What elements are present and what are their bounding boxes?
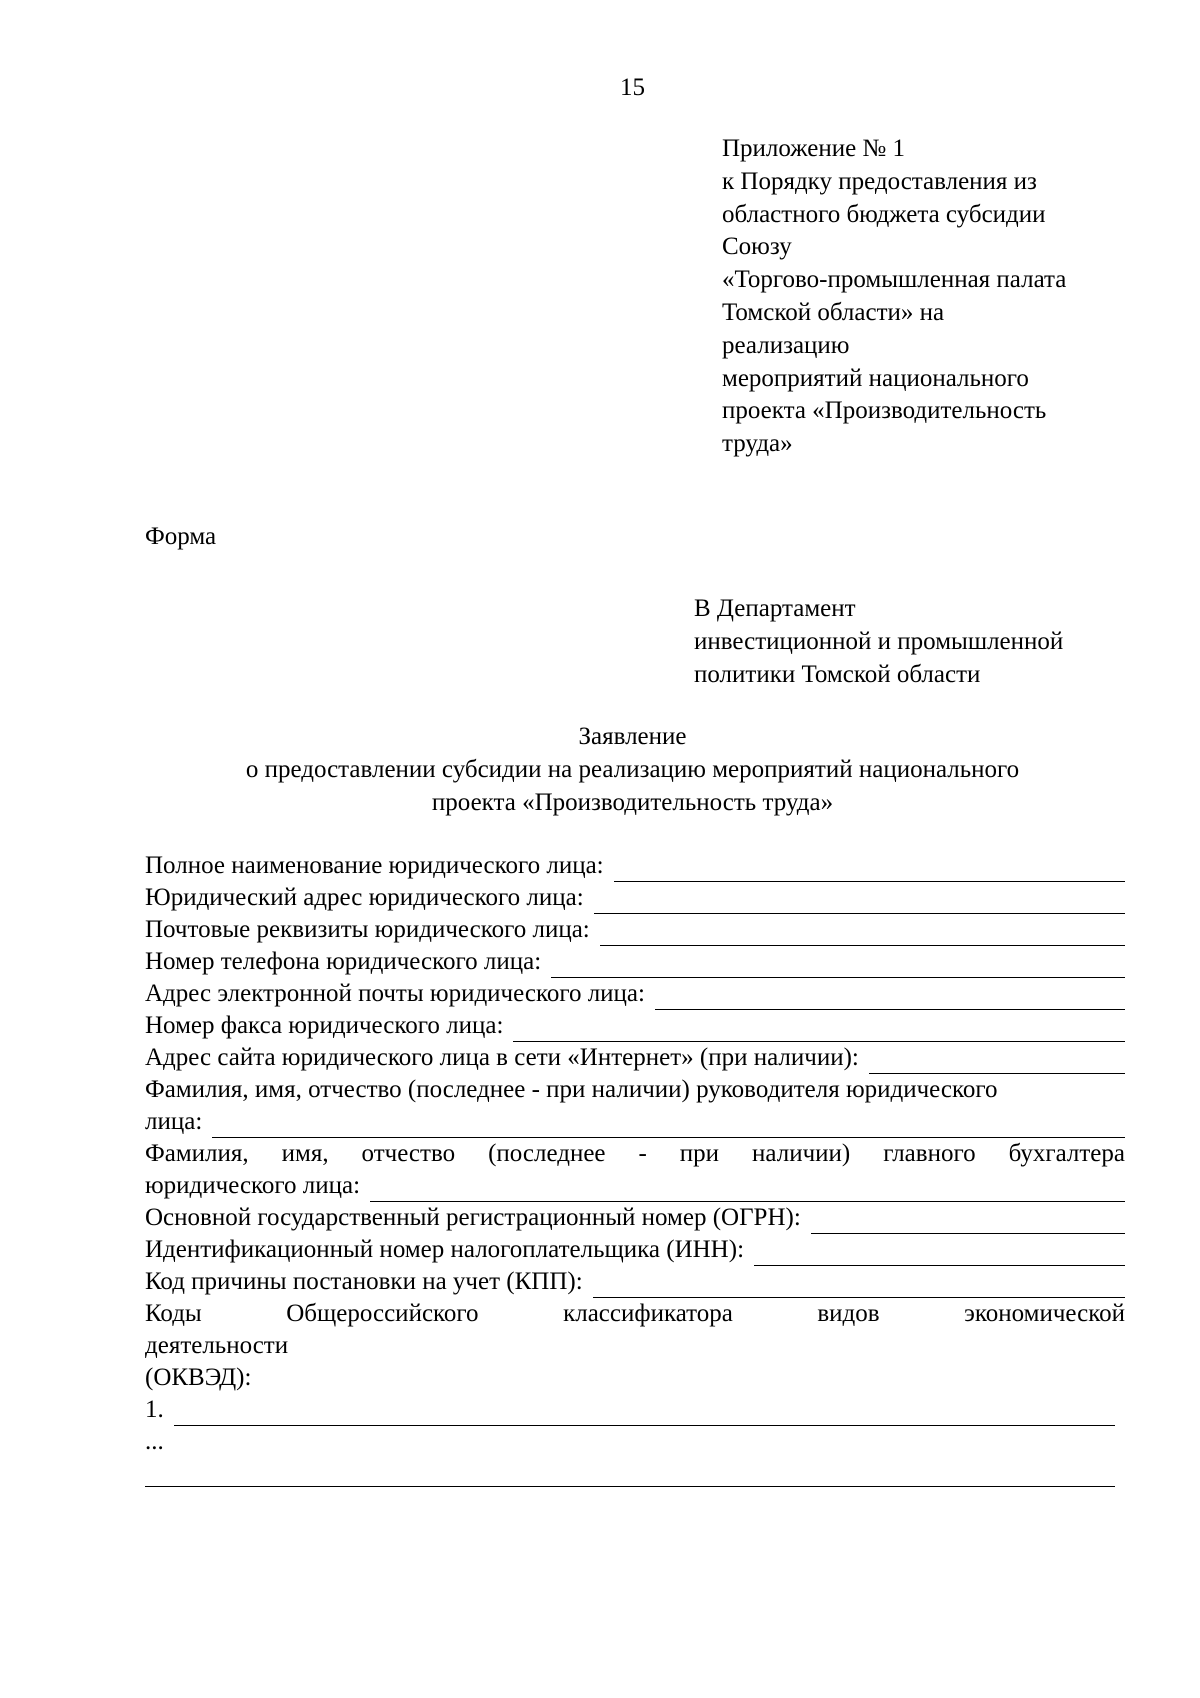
okved-extra-line[interactable] — [145, 1486, 1115, 1487]
appendix-block — [722, 133, 1066, 461]
field-label: Полное наименование юридического лица: — [145, 852, 604, 879]
field-ogrn — [145, 1202, 1125, 1234]
title-line: о предоставлении субсидии на реализацию мероприятий национального — [245, 756, 1020, 783]
fill-line[interactable] — [869, 1047, 1125, 1074]
okved-ellipsis: ... — [145, 1428, 164, 1455]
fill-line[interactable] — [513, 1015, 1125, 1042]
fill-line[interactable] — [614, 855, 1125, 882]
okved-item-1 — [145, 1394, 1115, 1426]
fill-line[interactable] — [212, 1111, 1125, 1138]
fill-line[interactable] — [551, 951, 1125, 978]
appendix-line: мероприятий национального — [722, 364, 1029, 392]
field-accountant — [145, 1170, 1125, 1202]
field-label: Юридический адрес юридического лица: — [145, 884, 584, 911]
addressee-line: политики Томской области — [694, 661, 981, 688]
field-label: Основной государственный регистрационный номер (ОГРН): — [145, 1204, 801, 1231]
list-number: 1. — [145, 1396, 164, 1423]
word: наличии) — [752, 1140, 851, 1167]
fill-line[interactable] — [600, 919, 1125, 946]
field-label: юридического лица: — [145, 1172, 361, 1199]
field-full-name — [145, 850, 1125, 882]
addressee-line: инвестиционной и промышленной — [694, 628, 1064, 655]
fill-line[interactable] — [655, 983, 1125, 1010]
field-okved-label — [145, 1298, 1125, 1330]
document-title — [0, 720, 1200, 819]
word: бухгалтера — [1008, 1140, 1125, 1167]
field-label: Адрес сайта юридического лица в сети «Интернет» (при наличии): — [145, 1044, 859, 1071]
field-legal-address — [145, 882, 1125, 914]
field-label: Почтовые реквизиты юридического лица: — [145, 916, 590, 943]
okved-label-line3: (ОКВЭД): — [145, 1364, 252, 1391]
fill-line[interactable] — [594, 887, 1125, 914]
appendix-line: областного бюджета субсидии — [722, 200, 1046, 228]
title-line: проекта «Производительность труда» — [431, 789, 834, 816]
fill-line[interactable] — [370, 1175, 1125, 1202]
appendix-line: Союзу — [722, 233, 792, 261]
field-postal — [145, 914, 1125, 946]
appendix-line: Приложение № 1 — [722, 135, 906, 162]
appendix-line: труда» — [722, 430, 793, 458]
field-website — [145, 1042, 1125, 1074]
fill-line[interactable] — [754, 1239, 1125, 1266]
word: Коды — [145, 1300, 202, 1327]
appendix-line: проекта «Производительность — [722, 397, 1047, 425]
appendix-line: Томской области» на — [722, 298, 945, 326]
field-label: Адрес электронной почты юридического лица: — [145, 980, 645, 1007]
addressee-block — [694, 592, 1063, 691]
word: видов — [817, 1300, 880, 1327]
appendix-line: «Торгово-промышленная палата — [722, 266, 1067, 294]
field-label: лица: — [145, 1108, 203, 1135]
word: Общероссийского — [286, 1300, 479, 1327]
field-kpp — [145, 1266, 1125, 1298]
fill-line[interactable] — [174, 1399, 1115, 1426]
field-fax — [145, 1010, 1125, 1042]
title-line: Заявление — [578, 723, 687, 750]
field-phone — [145, 946, 1125, 978]
appendix-line: реализацию — [722, 331, 850, 359]
word: отчество — [361, 1140, 456, 1167]
word: классификатора — [563, 1300, 733, 1327]
okved-label-line2: деятельности — [145, 1332, 289, 1359]
fill-line[interactable] — [811, 1207, 1125, 1234]
addressee-line: В Департамент — [694, 595, 856, 622]
word: - — [638, 1140, 647, 1167]
field-inn — [145, 1234, 1125, 1266]
page-number: 15 — [620, 74, 645, 101]
appendix-line: к Порядку предоставления из — [722, 167, 1037, 195]
form-label: Форма — [145, 523, 217, 550]
word: Фамилия, — [145, 1140, 249, 1167]
field-email — [145, 978, 1125, 1010]
field-label: Номер факса юридического лица: — [145, 1012, 504, 1039]
word: имя, — [281, 1140, 329, 1167]
field-label: Номер телефона юридического лица: — [145, 948, 542, 975]
fill-line[interactable] — [593, 1271, 1125, 1298]
word: при — [679, 1140, 720, 1167]
word: главного — [883, 1140, 976, 1167]
word: экономической — [964, 1300, 1125, 1327]
field-accountant-label — [145, 1138, 1125, 1170]
field-label: Код причины постановки на учет (КПП): — [145, 1268, 583, 1295]
field-head-label: Фамилия, имя, отчество (последнее - при наличии) руководителя юридического — [145, 1076, 998, 1103]
field-label: Идентификационный номер налогоплательщика (ИНН): — [145, 1236, 745, 1263]
word: (последнее — [488, 1140, 606, 1167]
field-head — [145, 1106, 1125, 1138]
